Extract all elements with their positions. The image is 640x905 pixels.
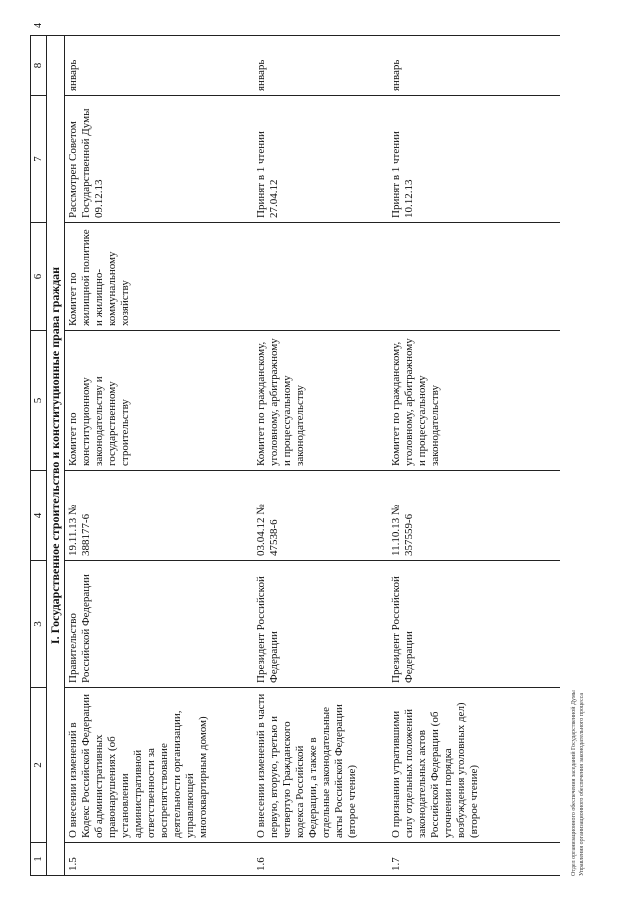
- column-number: 3: [31, 561, 47, 688]
- table-row: [65, 36, 254, 876]
- column-number-row: [31, 36, 47, 876]
- planned-month: январь: [388, 36, 560, 96]
- co-executor-committee: [253, 223, 388, 331]
- row-number: 1.7: [388, 843, 560, 876]
- column-number: 2: [31, 688, 47, 843]
- bill-registration: 03.04.12 № 47538-6: [253, 471, 388, 561]
- bill-title: О признании утратившими силу отдельных положений законодательных актов Российской Федерации (об уточнении порядка возбуждения уголовных дел) (второе чтение): [388, 688, 560, 843]
- responsible-committee: Комитет по конституционному законодательству и государственному строительству: [65, 331, 254, 471]
- bill-initiator: Президент Российской Федерации: [388, 561, 560, 688]
- page-number: 4: [33, 23, 44, 28]
- row-number: 1.5: [65, 843, 254, 876]
- column-number: 6: [31, 223, 47, 331]
- bill-status: Рассмотрен Советом Государственной Думы 09.12.13: [65, 96, 254, 223]
- row-number: 1.6: [253, 843, 388, 876]
- table-row: [388, 36, 560, 876]
- footer-line: Управления организационного обеспечения законодательного процесса: [579, 692, 585, 876]
- bill-registration: 11.10.13 № 357559-6: [388, 471, 560, 561]
- column-number: 8: [31, 36, 47, 96]
- rotated-page: [30, 23, 615, 876]
- section-title: I. Государственное строительство и конституционные права граждан: [47, 36, 65, 876]
- footer: [570, 356, 586, 876]
- bill-initiator: Правительство Российской Федерации: [65, 561, 254, 688]
- table-row: [253, 36, 388, 876]
- responsible-committee: Комитет по гражданскому, уголовному, арбитражному и процессуальному законодательству: [253, 331, 388, 471]
- planned-month: январь: [253, 36, 388, 96]
- footer-line: Отдел организационного обеспечения заседаний Государственной Думы: [571, 690, 577, 876]
- column-number: 1: [31, 843, 47, 876]
- co-executor-committee: [388, 223, 560, 331]
- responsible-committee: Комитет по гражданскому, уголовному, арбитражному и процессуальному законодательству: [388, 331, 560, 471]
- column-number: 4: [31, 471, 47, 561]
- bill-title: О внесении изменений в части первую, вторую, третью и четвертую Гражданского кодекса Российской Федерации, а также в отдельные законодательные акты Российской Федерации (второе чтение): [253, 688, 388, 843]
- column-number: 5: [31, 331, 47, 471]
- bill-title: О внесении изменений в Кодекс Российской Федерации об административных правонарушениях (об установлении административной ответственности за воспрепятствование деятельности организации, управляющей многоквартирным домом): [65, 688, 254, 843]
- column-number: 7: [31, 96, 47, 223]
- bill-status: Принят в 1 чтении 10.12.13: [388, 96, 560, 223]
- section-header-row: [47, 36, 65, 876]
- bill-status: Принят в 1 чтении 27.04.12: [253, 96, 388, 223]
- planned-month: январь: [65, 36, 254, 96]
- bill-initiator: Президент Российской Федерации: [253, 561, 388, 688]
- legislation-table: [30, 35, 560, 876]
- bill-registration: 19.11.13 № 388177-6: [65, 471, 254, 561]
- co-executor-committee: Комитет по жилищной политике и жилищно-коммунальному хозяйству: [65, 223, 254, 331]
